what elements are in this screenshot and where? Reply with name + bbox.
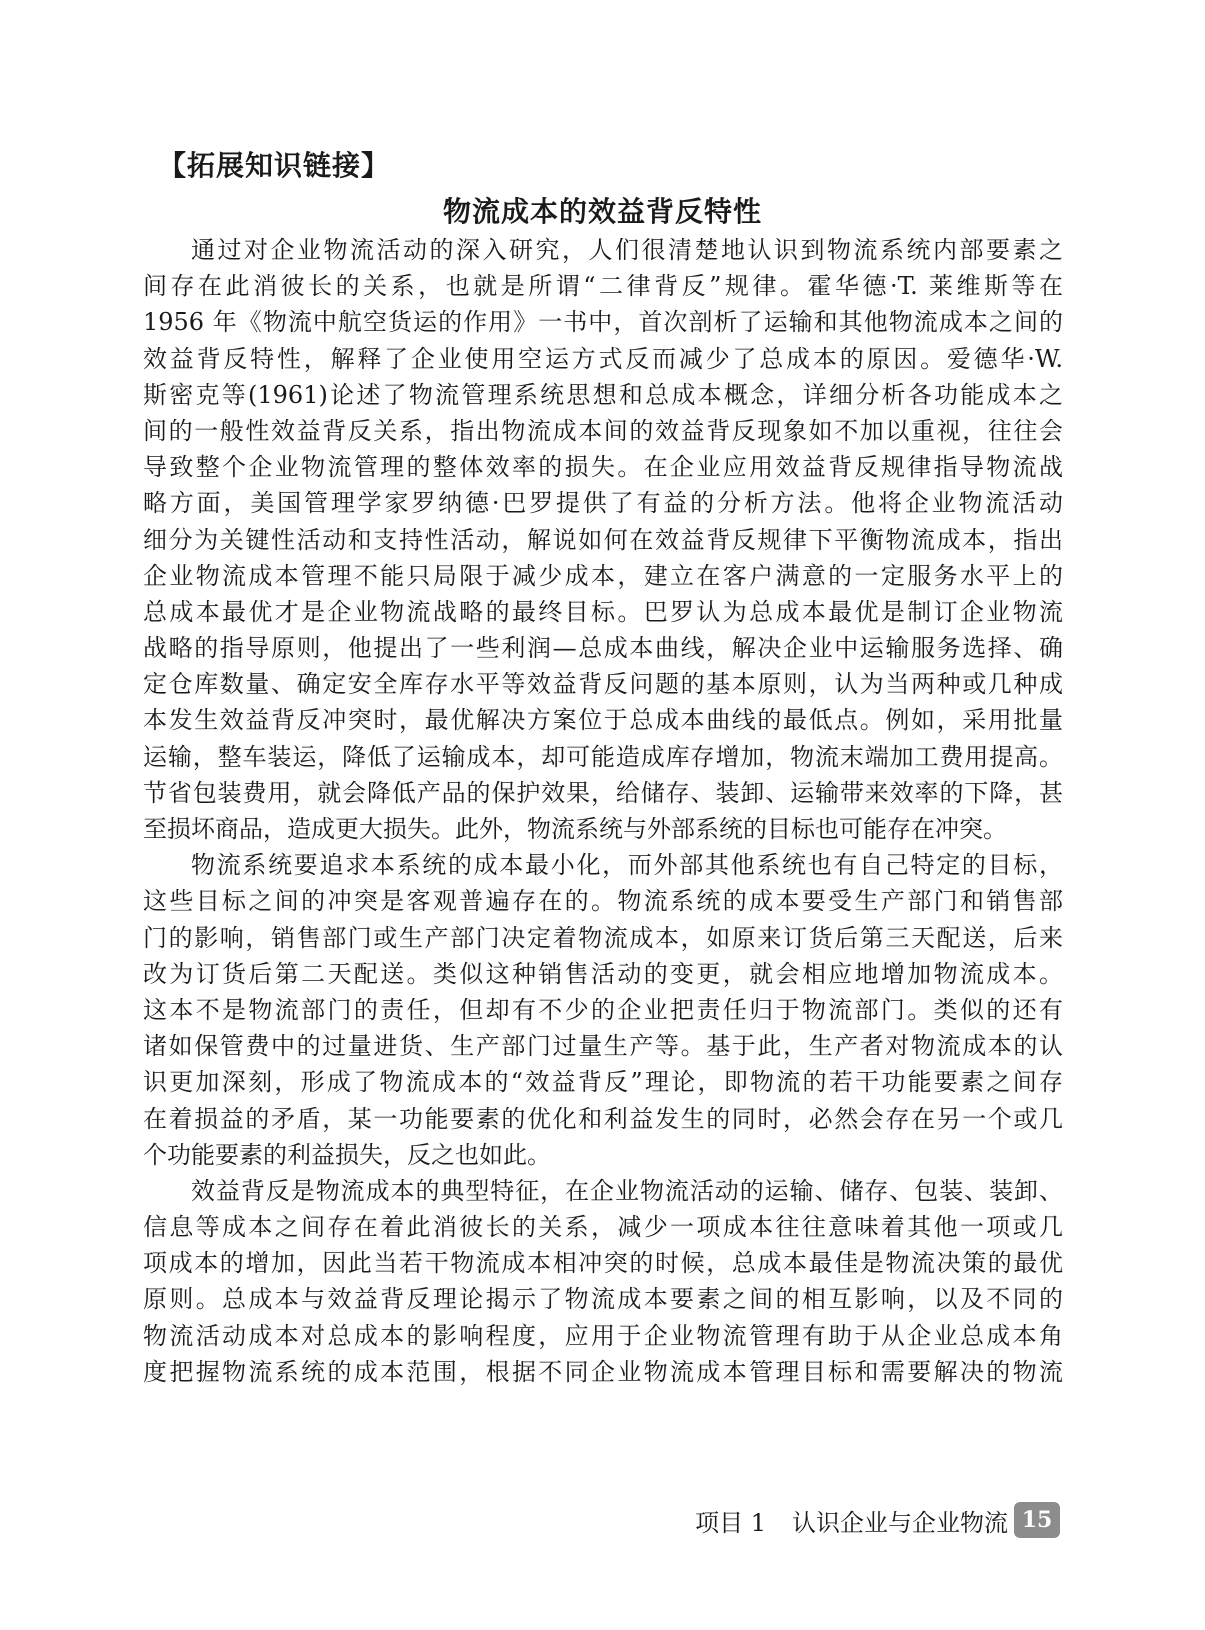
paragraph-2-line: 个功能要素的利益损失，反之也如此。 <box>143 1140 551 1169</box>
paragraph-3-line: 原则。总成本与效益背反理论揭示了物流成本要素之间的相互影响，以及不同的 <box>143 1285 1063 1314</box>
paragraph-2-line: 在着损益的矛盾，某一功能要素的优化和利益发生的同时，必然会存在另一个或几 <box>143 1104 1063 1133</box>
paragraph-3-line: 项成本的增加，因此当若干物流成本相冲突的时候，总成本最佳是物流决策的最优 <box>143 1249 1063 1278</box>
section-heading: 【拓展知识链接】 <box>158 149 391 182</box>
paragraph-2-line: 改为订货后第二天配送。类似这种销售活动的变更，就会相应地增加物流成本。 <box>143 959 1063 988</box>
paragraph-3-line: 信息等成本之间存在着此消彼长的关系，减少一项成本往往意味着其他一项或几 <box>143 1213 1063 1242</box>
paragraph-3-line: 效益背反是物流成本的典型特征，在企业物流活动的运输、储存、包装、装卸、 <box>191 1176 1063 1205</box>
paragraph-1-line: 通过对企业物流活动的深入研究，人们很清楚地认识到物流系统内部要素之 <box>191 236 1063 264</box>
footer-chapter-title: 认识企业与企业物流 <box>792 1508 1008 1537</box>
paragraph-1-line: 略方面，美国管理学家罗纳德·巴罗提供了有益的分析方法。他将企业物流活动 <box>143 489 1063 518</box>
paragraph-2-line: 识更加深刻，形成了物流成本的“效益背反”理论，即物流的若干功能要素之间存 <box>143 1068 1063 1097</box>
paragraph-2-line: 这本不是物流部门的责任，但却有不少的企业把责任归于物流部门。类似的还有 <box>143 995 1063 1024</box>
paragraph-1-line: 总成本最优才是企业物流战略的最终目标。巴罗认为总成本最优是制订企业物流 <box>143 597 1063 626</box>
paragraph-1-line: 导致整个企业物流管理的整体效率的损失。在企业应用效益背反规律指导物流战 <box>143 453 1063 482</box>
paragraph-3-line: 物流活动成本对总成本的影响程度，应用于企业物流管理有助于从企业总成本角 <box>143 1321 1063 1350</box>
paragraph-1-line: 定仓库数量、确定安全库存水平等效益背反问题的基本原则，认为当两种或几种成 <box>143 670 1063 699</box>
paragraph-2-line: 门的影响，销售部门或生产部门决定着物流成本，如原来订货后第三天配送，后来 <box>143 923 1063 952</box>
article-title: 物流成本的效益背反特性 <box>442 195 762 228</box>
paragraph-1-line: 斯密克等(1961)论述了物流管理系统思想和总成本概念，详细分析各功能成本之 <box>143 380 1063 409</box>
paragraph-1-line: 战略的指导原则，他提出了一些利润—总成本曲线，解决企业中运输服务选择、确 <box>143 634 1063 663</box>
paragraph-2-line: 物流系统要追求本系统的成本最小化，而外部其他系统也有自己特定的目标， <box>191 851 1063 880</box>
page-footer <box>695 1502 1060 1538</box>
paragraph-1-line: 效益背反特性，解释了企业使用空运方式反而减少了总成本的原因。爱德华·W. <box>143 344 1063 373</box>
body-text <box>143 232 1063 1390</box>
paragraph-1-line: 企业物流成本管理不能只局限于减少成本，建立在客户满意的一定服务水平上的 <box>143 561 1063 590</box>
paragraph-1-line: 本发生效益背反冲突时，最优解决方案位于总成本曲线的最低点。例如，采用批量 <box>143 706 1063 735</box>
paragraph-1-line: 细分为关键性活动和支持性活动，解说如何在效益背反规律下平衡物流成本，指出 <box>143 525 1063 554</box>
paragraph-2-line: 这些目标之间的冲突是客观普遍存在的。物流系统的成本要受生产部门和销售部 <box>143 887 1063 916</box>
footer-project-number: 项目 1 <box>695 1508 766 1537</box>
paragraph-1-line: 间存在此消彼长的关系，也就是所谓“二律背反”规律。霍华德·T. 莱维斯等在 <box>143 272 1063 301</box>
paragraph-1-line: 节省包装费用，就会降低产品的保护效果，给储存、装卸、运输带来效率的下降，甚 <box>143 778 1063 807</box>
paragraph-2-line: 诸如保管费中的过量进货、生产部门过量生产等。基于此，生产者对物流成本的认 <box>143 1032 1063 1061</box>
page-number-badge: 15 <box>1014 1502 1060 1538</box>
paragraph-1-line: 至损坏商品，造成更大损失。此外，物流系统与外部系统的目标也可能存在冲突。 <box>143 815 1007 843</box>
paragraph-1-line: 运输，整车装运，降低了运输成本，却可能造成库存增加，物流末端加工费用提高。 <box>143 742 1063 771</box>
paragraph-1-line: 1956 年《物流中航空货运的作用》一书中，首次剖析了运输和其他物流成本之间的 <box>143 308 1063 337</box>
paragraph-1-line: 间的一般性效益背反关系，指出物流成本间的效益背反现象如不加以重视，往往会 <box>143 416 1063 445</box>
paragraph-3-line: 度把握物流系统的成本范围，根据不同企业物流成本管理目标和需要解决的物流 <box>143 1357 1063 1386</box>
